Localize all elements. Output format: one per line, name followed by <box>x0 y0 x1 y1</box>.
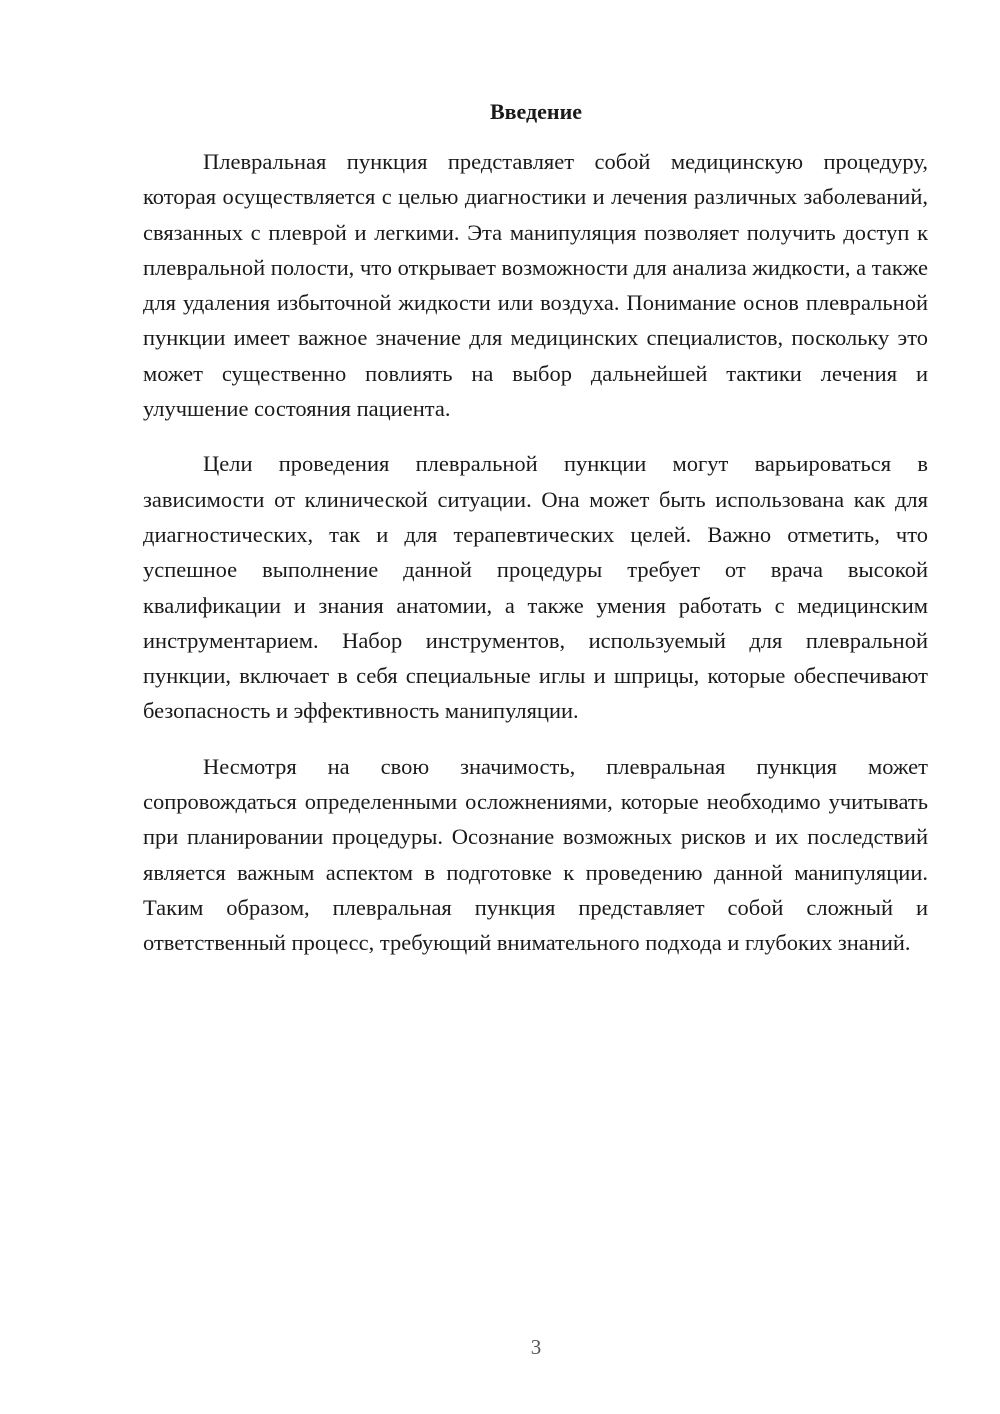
body-text <box>143 144 928 981</box>
section-title: Введение <box>489 99 583 124</box>
paragraph-3: Несмотря на свою значимость, плевральная пункция может сопровождаться определенными осложнениями, которые необходимо учитывать при планировании процедуры. Осознание возможных рисков и их последствий является важным аспектом в подготовке к проведению данной манипуляции. Таким образом, плевральная пункция представляет собой сложный и ответственный процесс, требующий внимательного подхода и глубоких знаний. <box>143 753 928 956</box>
page-number: 3 <box>530 1335 542 1359</box>
paragraph-2: Цели проведения плевральной пункции могут варьироваться в зависимости от клинической ситуации. Она может быть использована как для диагностических, так и для терапевтических целей. Важно отметить, что успешное выполнение данной процедуры требует от врача высокой квалификации и знания анатомии, а также умения работать с медицинским инструментарием. Набор инструментов, используемый для плевральной пункции, включает в себя специальные иглы и шприцы, которые обеспечивают безопасность и эффективность манипуляции. <box>143 451 928 724</box>
paragraph-1: Плевральная пункция представляет собой медицинскую процедуру, которая осуществляется с целью диагностики и лечения различных заболеваний, связанных с плеврой и легкими. Эта манипуляция позволяет получить доступ к плевральной полости, что открывает возможности для анализа жидкости, а также для удаления избыточной жидкости или воздуха. Понимание основ плевральной пункции имеет важное значение для медицинских специалистов, поскольку это может существенно повлиять на выбор дальнейшей тактики лечения и улучшение состояния пациента. <box>143 149 928 422</box>
